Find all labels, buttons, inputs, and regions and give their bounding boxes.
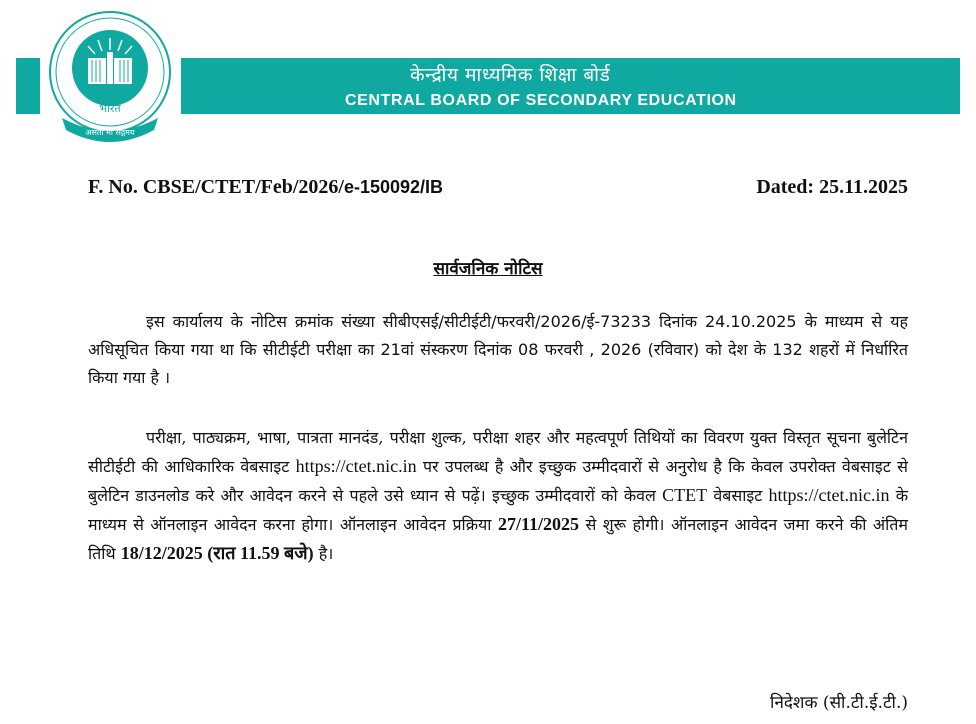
last-date: 18/12/2025 (रात 11.59 बजे) [120,543,314,563]
notice-paragraph-2: परीक्षा, पाठ्यक्रम, भाषा, पात्रता मानदंड, परीक्षा शुल्क, परीक्षा शहर और महत्वपूर्ण तिथियों का विवरण युक्त विस्तृत सूचना बुलेटिन सीटीईटी की आधिकारिक वेबसाइट https://ctet.nic.in पर उपलब्ध है और इच्छुक उम्मीदवारों से अनुरोध है कि केवल उपरोक्त वेबसाइट से बुलेटिन डाउनलोड करे और आवेदन करने से पहले उसे ध्यान से पढ़ें। इच्छुक उम्मीदवारों को केवल CTET वेबसाइट https://ctet.nic.in के माध्यम से ऑनलाइन आवेदन करना होगा। ऑनलाइन आवेदन प्रक्रिया 27/11/2025 से शुरू होगी। ऑनलाइन आवेदन जमा करने की अंतिम तिथि 18/12/2025 (रात 11.59 बजे) है। [88,428,909,563]
org-name-english: CENTRAL BOARD OF SECONDARY EDUCATION [345,92,737,109]
header-band-left [16,58,40,114]
notice-title: सार्वजनिक नोटिस [433,259,543,279]
website-link[interactable]: https://ctet.nic.in [295,456,417,476]
file-number: F. No. CBSE/CTET/Feb/2026/e-150092/IB [88,176,444,198]
start-date: 27/11/2025 [497,514,579,534]
notice-paragraph-1: इस कार्यालय के नोटिस क्रमांक संख्या सीबीएसई/सीटीईटी/फरवरी/2026/ई-73233 दिनांक 24.10.2025 के माध्यम से यह अधिसूचित किया गया था कि सीटीईटी परीक्षा का 21वां संस्करण दिनांक 08 फरवरी , 2026 (रविवार) को देश के 132 शहरों में निर्धारित किया गया है । [88,312,908,387]
svg-text:भारत: भारत [99,102,121,115]
website-link[interactable]: https://ctet.nic.in [768,485,890,505]
org-name-hindi: केन्द्रीय माध्यमिक शिक्षा बोर्ड [410,64,611,86]
notice-date: Dated: 25.11.2025 [756,176,908,198]
svg-text:असतो मा सद्गमय: असतो मा सद्गमय [85,128,135,137]
signatory: निदेशक (सी.टी.ई.टी.) [770,693,908,713]
cbse-logo-icon [44,8,176,146]
